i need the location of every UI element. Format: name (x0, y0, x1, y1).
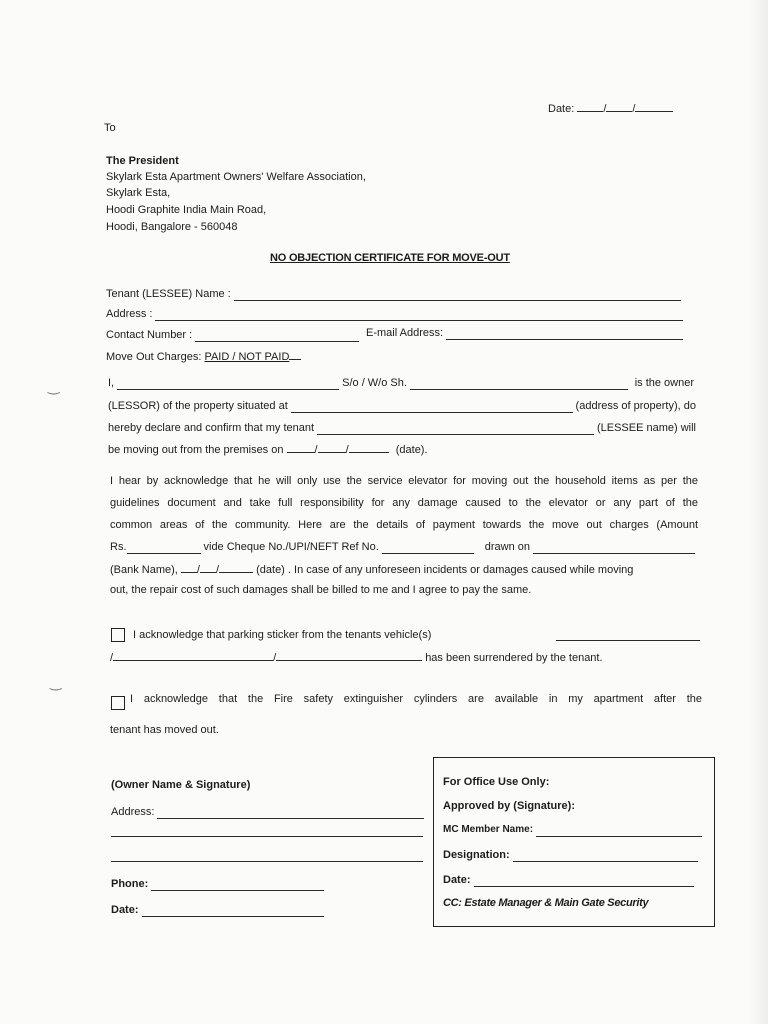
ack-fire-text: I acknowledge that the Fire safety extinguisher cylinders are available in my apartment after the (130, 693, 702, 705)
date-separator: / (345, 444, 349, 456)
owner-address-blank[interactable] (157, 808, 424, 819)
payment-month-blank[interactable] (200, 562, 216, 573)
declaration-text: (LESSEE name) will (596, 422, 696, 434)
paragraph-text: (date) . In case of any unforeseen incidents or damages caused while moving (256, 564, 634, 576)
paragraph-text: vide Cheque No./UPI/NEFT Ref No. (203, 541, 379, 553)
separator: / (273, 652, 277, 664)
moveout-month-blank[interactable] (318, 442, 346, 453)
declaration-text: (date). (395, 444, 428, 456)
mc-member-blank[interactable] (536, 826, 702, 837)
tenant-name-field[interactable] (106, 287, 684, 301)
owner-name-blank[interactable] (117, 379, 339, 390)
paragraph-line: common areas of the community. Here are the details of payment towards the move out charges (Amount (110, 519, 698, 531)
date-separator: / (215, 564, 220, 576)
to-label: To (104, 122, 116, 134)
punch-hole-mark: ‿ (50, 674, 62, 690)
address-blank[interactable] (155, 310, 683, 321)
declaration-text: hereby declare and confirm that my tenant (108, 422, 315, 434)
designation-blank[interactable] (513, 851, 698, 862)
owner-phone-blank[interactable] (151, 880, 324, 891)
moveout-year-blank[interactable] (349, 442, 389, 453)
declaration-text: is the owner (634, 377, 694, 389)
paragraph-line: I hear by acknowledge that he will only use the service elevator for moving out the household items as per the (110, 475, 698, 487)
tenant-name-blank[interactable] (234, 290, 681, 301)
cc-line: CC: Estate Manager & Main Gate Security (443, 897, 649, 909)
date-month-blank (606, 101, 632, 112)
date-separator: / (196, 564, 200, 576)
separator: / (110, 652, 114, 664)
date-label: Date: (548, 103, 575, 115)
addressee-line: Skylark Esta, (106, 187, 171, 199)
date-day-blank (577, 101, 603, 112)
ack-parking-text: has been surrendered by the tenant. (425, 652, 603, 664)
owner-address-label: Address: (111, 806, 155, 818)
relation-name-blank[interactable] (410, 379, 628, 390)
tenant-address-field[interactable] (106, 307, 686, 321)
owner-phone-field[interactable] (111, 877, 327, 891)
sticker-blank-2[interactable] (276, 650, 422, 661)
ack-parking-line-2 (110, 650, 603, 665)
payment-date-line (110, 562, 633, 577)
amount-blank[interactable] (127, 543, 201, 554)
bank-name-blank[interactable] (533, 543, 695, 554)
declaration-line-4 (108, 442, 428, 457)
date-field (548, 101, 673, 116)
addressee-title: The President (106, 155, 179, 167)
charges-label: Move Out Charges: (106, 351, 202, 363)
mc-member-label: MC Member Name: (443, 824, 534, 835)
payment-details-line (110, 540, 698, 554)
declaration-line-3 (108, 421, 696, 435)
contact-label: Contact Number : (106, 329, 193, 341)
paragraph-line: out, the repair cost of such damages shall be billed to me and I agree to pay the same. (110, 584, 532, 596)
mc-member-field[interactable] (443, 823, 705, 837)
moveout-day-blank[interactable] (287, 442, 315, 453)
email-field[interactable] (366, 326, 686, 340)
declaration-line-2 (108, 399, 696, 413)
owner-phone-label: Phone: (111, 878, 149, 890)
contact-blank[interactable] (195, 331, 359, 342)
addressee-line: Hoodi Graphite India Main Road, (106, 204, 267, 216)
charges-underline (289, 349, 301, 360)
ack-fire-text: tenant has moved out. (110, 724, 219, 736)
sticker-blank-1[interactable] (113, 650, 273, 661)
address-label: Address : (106, 308, 153, 320)
payment-year-blank[interactable] (219, 562, 253, 573)
office-date-blank[interactable] (474, 876, 694, 887)
parking-sticker-checkbox[interactable] (111, 628, 125, 642)
page-edge-shadow (748, 0, 768, 1024)
ack-parking-text: I acknowledge that parking sticker from the tenants vehicle(s) (133, 629, 432, 641)
designation-label: Designation: (443, 849, 510, 861)
approved-by-label: Approved by (Signature): (443, 800, 576, 812)
owner-date-blank[interactable] (142, 906, 324, 917)
email-label: E-mail Address: (366, 327, 444, 339)
declaration-text: (address of property), do (575, 400, 696, 412)
owner-signature-title: (Owner Name & Signature) (111, 779, 251, 791)
office-date-label: Date: (443, 874, 471, 886)
owner-date-label: Date: (111, 904, 139, 916)
punch-hole-mark: ‿ (48, 378, 60, 394)
lessee-name-blank[interactable] (317, 424, 594, 435)
office-use-title: For Office Use Only: (443, 776, 550, 788)
date-separator: / (603, 103, 607, 115)
owner-date-field[interactable] (111, 903, 327, 917)
designation-field[interactable] (443, 848, 701, 862)
declaration-text: I, (108, 377, 115, 389)
vehicle-number-blank[interactable] (556, 640, 700, 641)
date-year-blank (635, 101, 673, 112)
date-separator: / (314, 444, 318, 456)
paragraph-text: (Bank Name), (110, 564, 178, 576)
charges-value[interactable]: PAID / NOT PAID (204, 351, 290, 363)
reference-number-blank[interactable] (382, 543, 474, 554)
document-heading: NO OBJECTION CERTIFICATE FOR MOVE-OUT (270, 252, 510, 264)
property-address-blank[interactable] (291, 402, 573, 413)
owner-address-blank[interactable] (111, 861, 423, 862)
declaration-line-1 (108, 376, 694, 390)
owner-address-blank[interactable] (111, 836, 423, 837)
tenant-name-label: Tenant (LESSEE) Name : (106, 288, 231, 300)
owner-address-field[interactable] (111, 805, 427, 819)
payment-day-blank[interactable] (181, 562, 197, 573)
declaration-text: S/o / W/o Sh. (342, 377, 407, 389)
addressee-line: Skylark Esta Apartment Owners' Welfare Association, (106, 171, 366, 183)
office-date-field[interactable] (443, 873, 697, 887)
fire-safety-checkbox[interactable] (111, 696, 125, 710)
email-blank[interactable] (446, 329, 683, 340)
date-separator: / (632, 103, 636, 115)
addressee-line: Hoodi, Bangalore - 560048 (106, 221, 238, 233)
paragraph-text: Rs. (110, 541, 127, 553)
declaration-text: be moving out from the premises on (108, 444, 284, 456)
paragraph-line: guidelines document and take full responsibility for any damage caused to the elevator or any part of the (110, 497, 698, 509)
move-out-charges (106, 349, 301, 364)
contact-number-field[interactable] (106, 328, 362, 342)
declaration-text: (LESSOR) of the property situated at (108, 400, 288, 412)
paragraph-text: drawn on (484, 541, 531, 553)
